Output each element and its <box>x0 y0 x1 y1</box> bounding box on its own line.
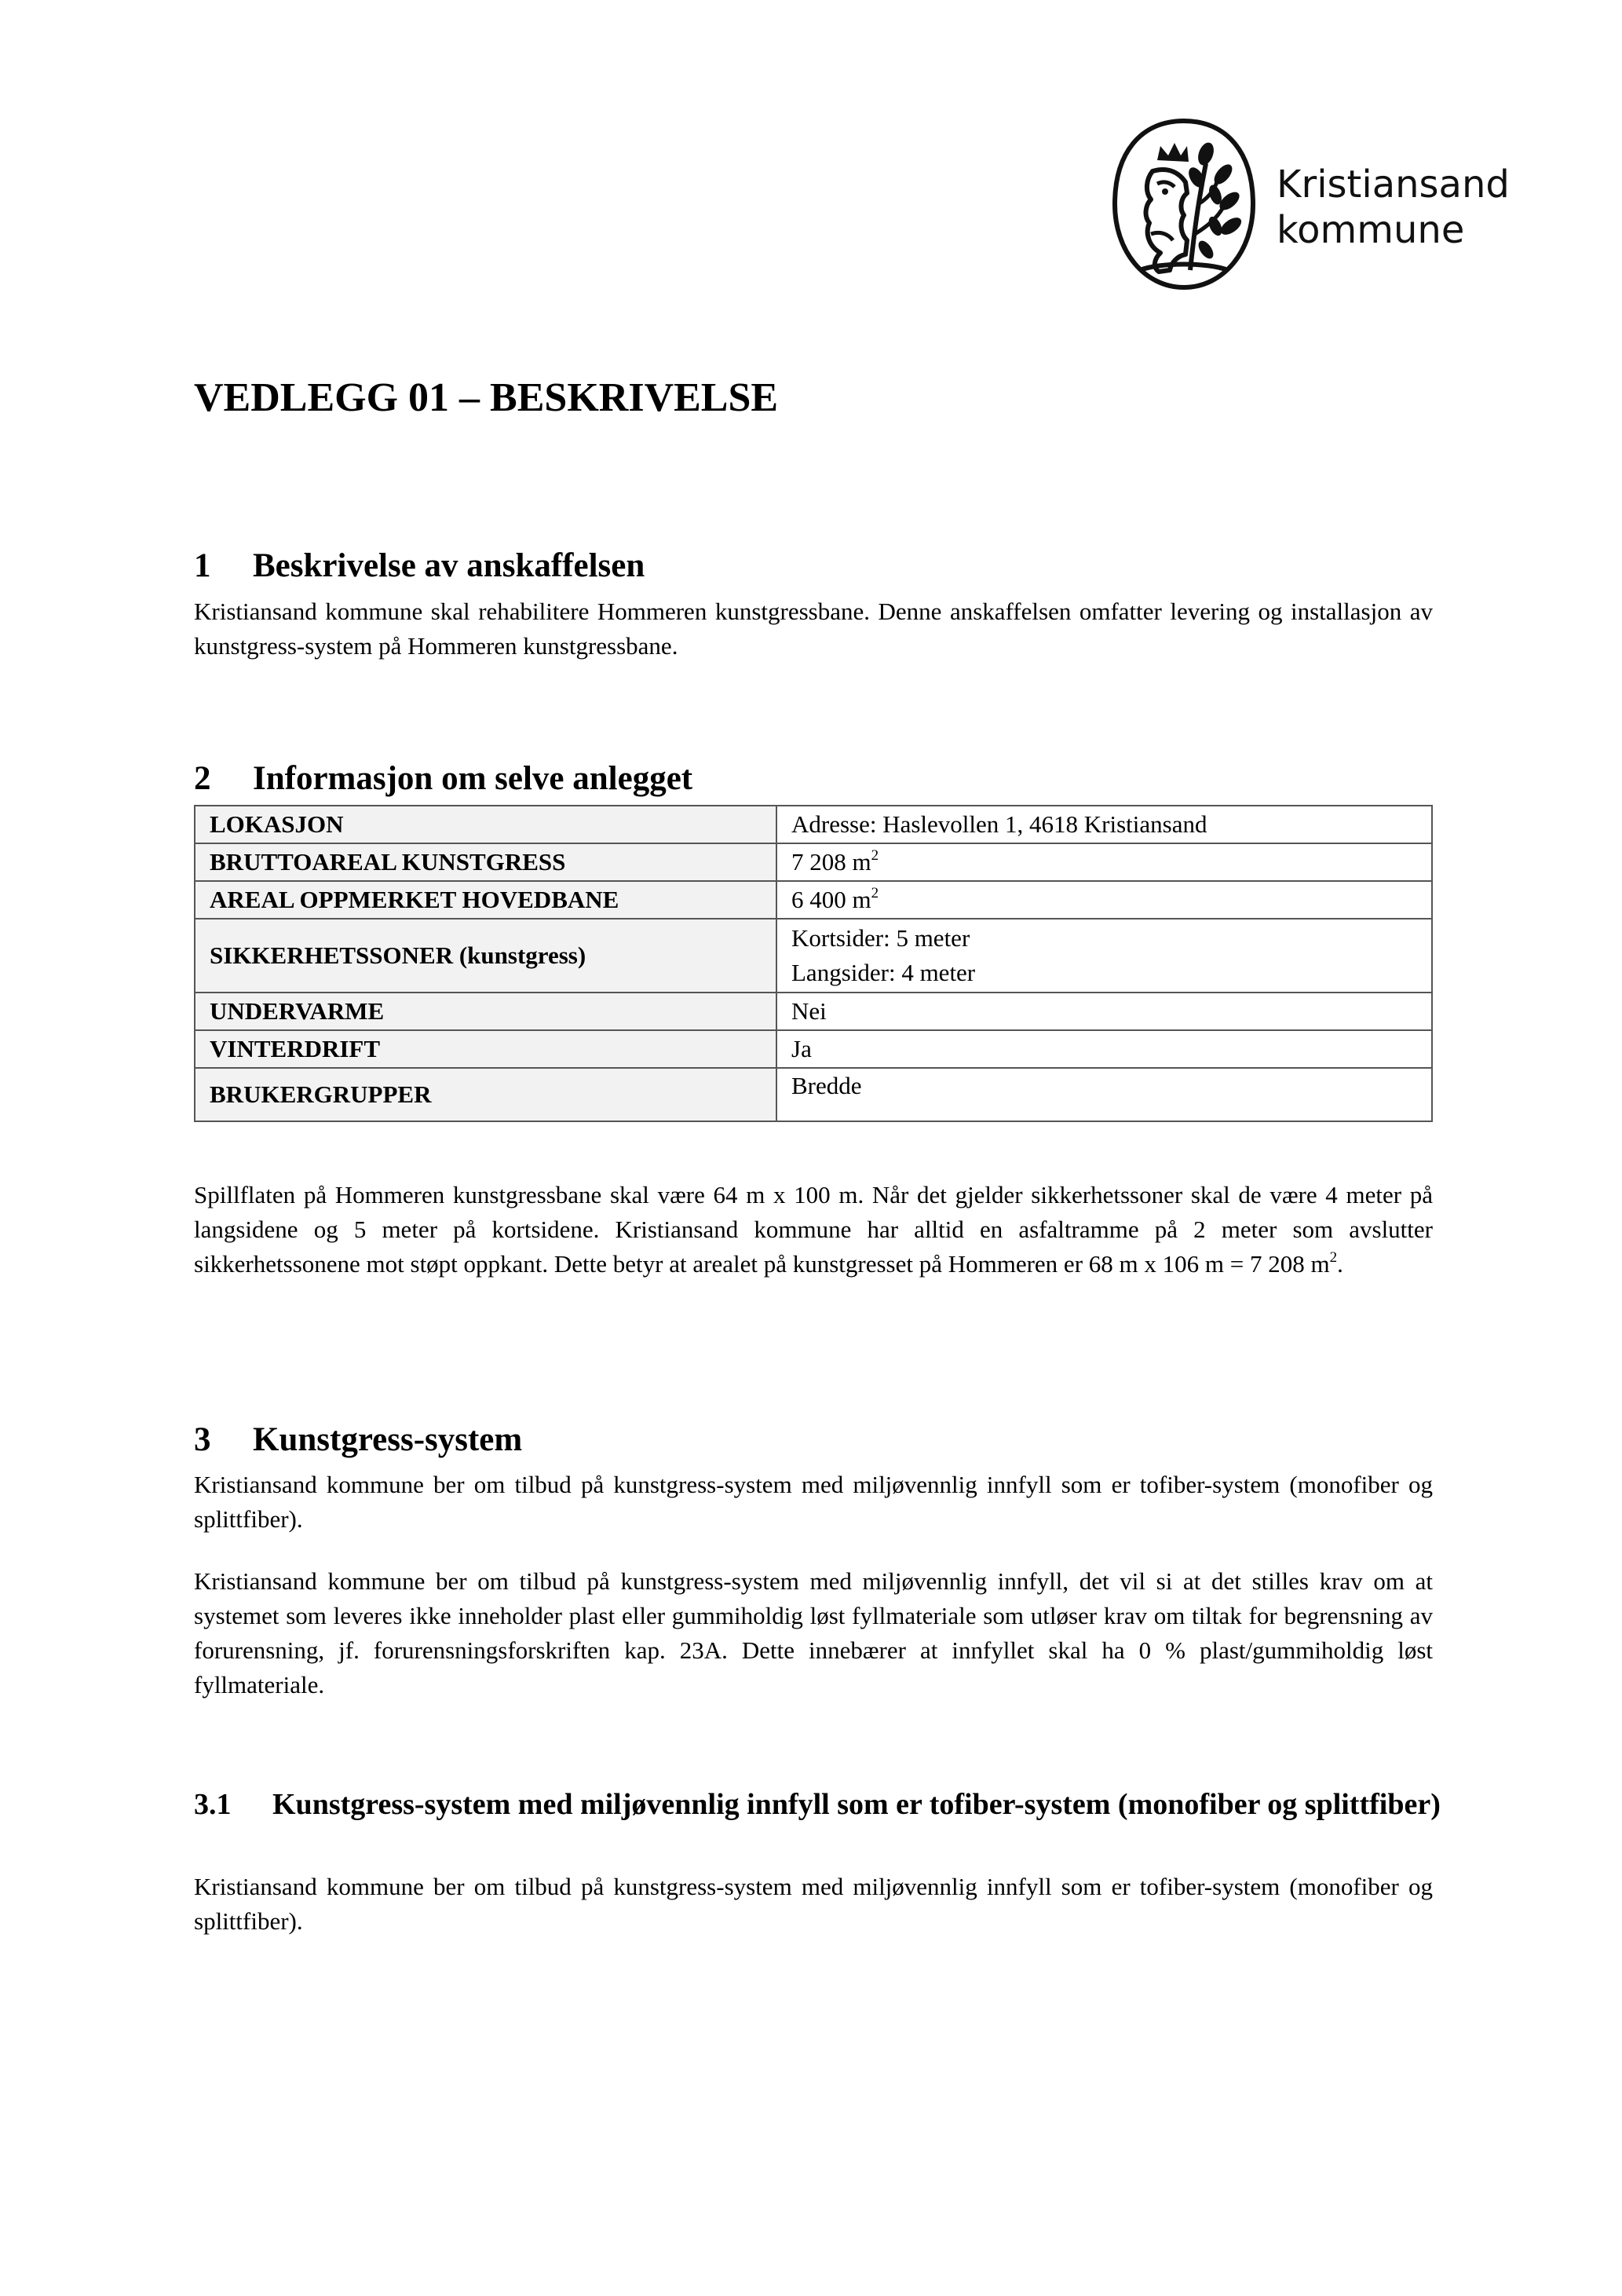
value-text: 6 400 m <box>791 886 871 913</box>
section-2-paragraph <box>194 1178 1433 1281</box>
section-title: Kunstgress-system <box>253 1421 523 1458</box>
document-title: VEDLEGG 01 – BESKRIVELSE <box>194 375 779 420</box>
logo-line-2: kommune <box>1277 208 1465 252</box>
facility-info-table <box>194 805 1433 1122</box>
table-row <box>195 993 1432 1030</box>
table-key: BRUTTOAREAL KUNSTGRESS <box>195 843 776 881</box>
section-3-paragraph-1: Kristiansand kommune ber om tilbud på kunstgress-system med miljøvennlig innfyll som er tofiber-system (monofiber og splittfiber). <box>194 1471 1433 1533</box>
table-key: AREAL OPPMERKET HOVEDBANE <box>195 881 776 919</box>
value-line: Langsider: 4 meter <box>791 959 976 986</box>
table-key: LOKASJON <box>195 806 776 843</box>
superscript: 2 <box>1329 1249 1338 1266</box>
section-2-heading <box>194 759 692 799</box>
table-row <box>195 1068 1432 1121</box>
section-number: 3.1 <box>194 1788 232 1821</box>
table-key: SIKKERHETSSONER (kunstgress) <box>195 919 776 993</box>
paragraph-text: Spillflaten på Hommeren kunstgressbane skal være 64 m x 100 m. Når det gjelder sikkerhetssoner skal de være 4 meter på langsidene og 5 meter på kortsidene. Kristiansand kommune har alltid en asfaltramme på 2 meter som avslutter sikkerhetssonene mot støpt oppkant. Dette betyr at arealet på kunstgresset på Hommeren er 68 m x 106 m = 7 208 m <box>194 1181 1433 1278</box>
table-row <box>195 919 1432 993</box>
section-title: Beskrivelse av anskaffelsen <box>253 547 645 584</box>
kristiansand-kommune-logo <box>1105 116 1529 295</box>
section-1-paragraph: Kristiansand kommune skal rehabilitere Hommeren kunstgressbane. Denne anskaffelsen omfatter levering og installasjon av kunstgress-system på Hommeren kunstgressbane. <box>194 598 1433 660</box>
table-key: UNDERVARME <box>195 993 776 1030</box>
value-line: Kortsider: 5 meter <box>791 924 970 952</box>
section-3-heading <box>194 1420 522 1461</box>
section-title: Kunstgress-system med miljøvennlig innfyll som er tofiber-system (monofiber og splittfiber) <box>272 1788 1441 1821</box>
table-row <box>195 843 1432 881</box>
logo-wordmark <box>1277 162 1510 253</box>
table-value: Ja <box>776 1030 1432 1068</box>
table-row <box>195 1030 1432 1068</box>
paragraph-end: . <box>1337 1250 1343 1278</box>
table-value <box>776 919 1432 993</box>
section-3-1-paragraph: Kristiansand kommune ber om tilbud på kunstgress-system med miljøvennlig innfyll som er tofiber-system (monofiber og splittfiber). <box>194 1873 1433 1935</box>
table-value: Bredde <box>776 1068 1432 1121</box>
lion-and-tree-coat-of-arms-icon <box>1105 116 1262 292</box>
table-key: VINTERDRIFT <box>195 1030 776 1068</box>
section-number: 2 <box>194 760 211 797</box>
table-row <box>195 806 1432 843</box>
section-number: 3 <box>194 1421 211 1458</box>
logo-line-1: Kristiansand <box>1277 163 1510 207</box>
section-3-1-heading <box>194 1786 1450 1824</box>
table-value: Adresse: Haslevollen 1, 4618 Kristiansand <box>776 806 1432 843</box>
section-number: 1 <box>194 547 211 584</box>
section-1-heading <box>194 546 645 587</box>
table-key: BRUKERGRUPPER <box>195 1068 776 1121</box>
table-value: Nei <box>776 993 1432 1030</box>
section-title: Informasjon om selve anlegget <box>253 760 693 797</box>
table-value <box>776 843 1432 881</box>
table-value <box>776 881 1432 919</box>
superscript: 2 <box>871 847 879 864</box>
superscript: 2 <box>871 885 879 901</box>
section-3-paragraph-2: Kristiansand kommune ber om tilbud på kunstgress-system med miljøvennlig innfyll, det vil si at det stilles krav om at systemet som leveres ikke inneholder plast eller gummiholdig løst fyllmateriale som utløser krav om tiltak for begrensning av forurensning, jf. forurensningsforskriften kap. 23A. Dette innebærer at innfyllet skal ha 0 % plast/gummiholdig løst fyllmateriale. <box>194 1567 1433 1698</box>
table-row <box>195 881 1432 919</box>
value-text: 7 208 m <box>791 848 871 876</box>
